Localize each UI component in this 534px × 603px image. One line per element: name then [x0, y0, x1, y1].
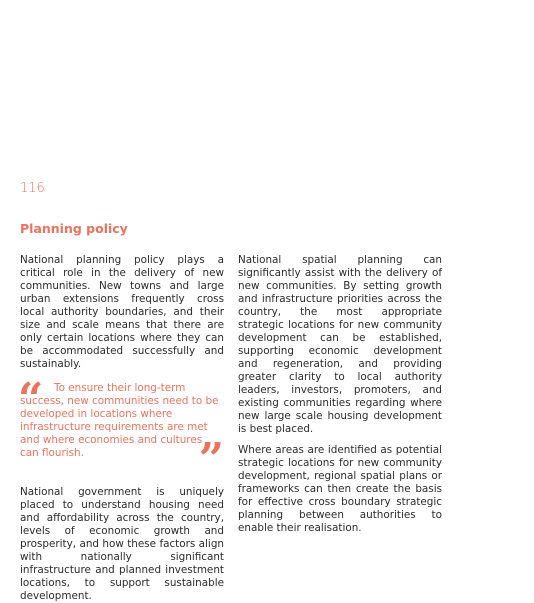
left-column — [20, 254, 224, 603]
left-paragraph-2: National government is uniquely placed to understand housing need and affordability across the country, levels of economic growth and prosperity, and how these factors align with nationally significant infrastructure and planned investment locations, to support sustainable development. — [20, 486, 224, 602]
close-quote-icon: ” — [198, 434, 224, 485]
left-paragraph-1: National planning policy plays a critical role in the delivery of new communities. New towns and large urban extensions frequently cross local authority boundaries, and their size and scale means that there are only certain locations where they can be accommodated successfully and sustainably. — [20, 254, 224, 370]
page-number: 116 — [20, 181, 45, 196]
pull-quote — [18, 374, 224, 485]
pull-quote-text: To ensure their long-term success, new communities need to be developed in locations where infrastructure requirements are met and where economies and cultures can flourish. — [20, 382, 219, 459]
right-paragraph-1: National spatial planning can significantly assist with the delivery of new communities. By setting growth and infrastructure priorities across the country, the most appropriate strategic locations for new community development can be established, supporting economic development and regeneration, and providing greater clarity to local authority leaders, investors, promoters, and existing communities regarding where new large scale housing development is best placed. — [238, 254, 442, 435]
open-quote-icon: “ — [18, 374, 44, 425]
right-paragraph-2: Where areas are identified as potential strategic locations for new community development, regional spatial plans or frameworks can then create the basis for effective cross boundary strategic planning between authorities to enable their realisation. — [238, 444, 442, 534]
section-title: Planning policy — [20, 221, 128, 236]
right-column — [238, 254, 442, 535]
